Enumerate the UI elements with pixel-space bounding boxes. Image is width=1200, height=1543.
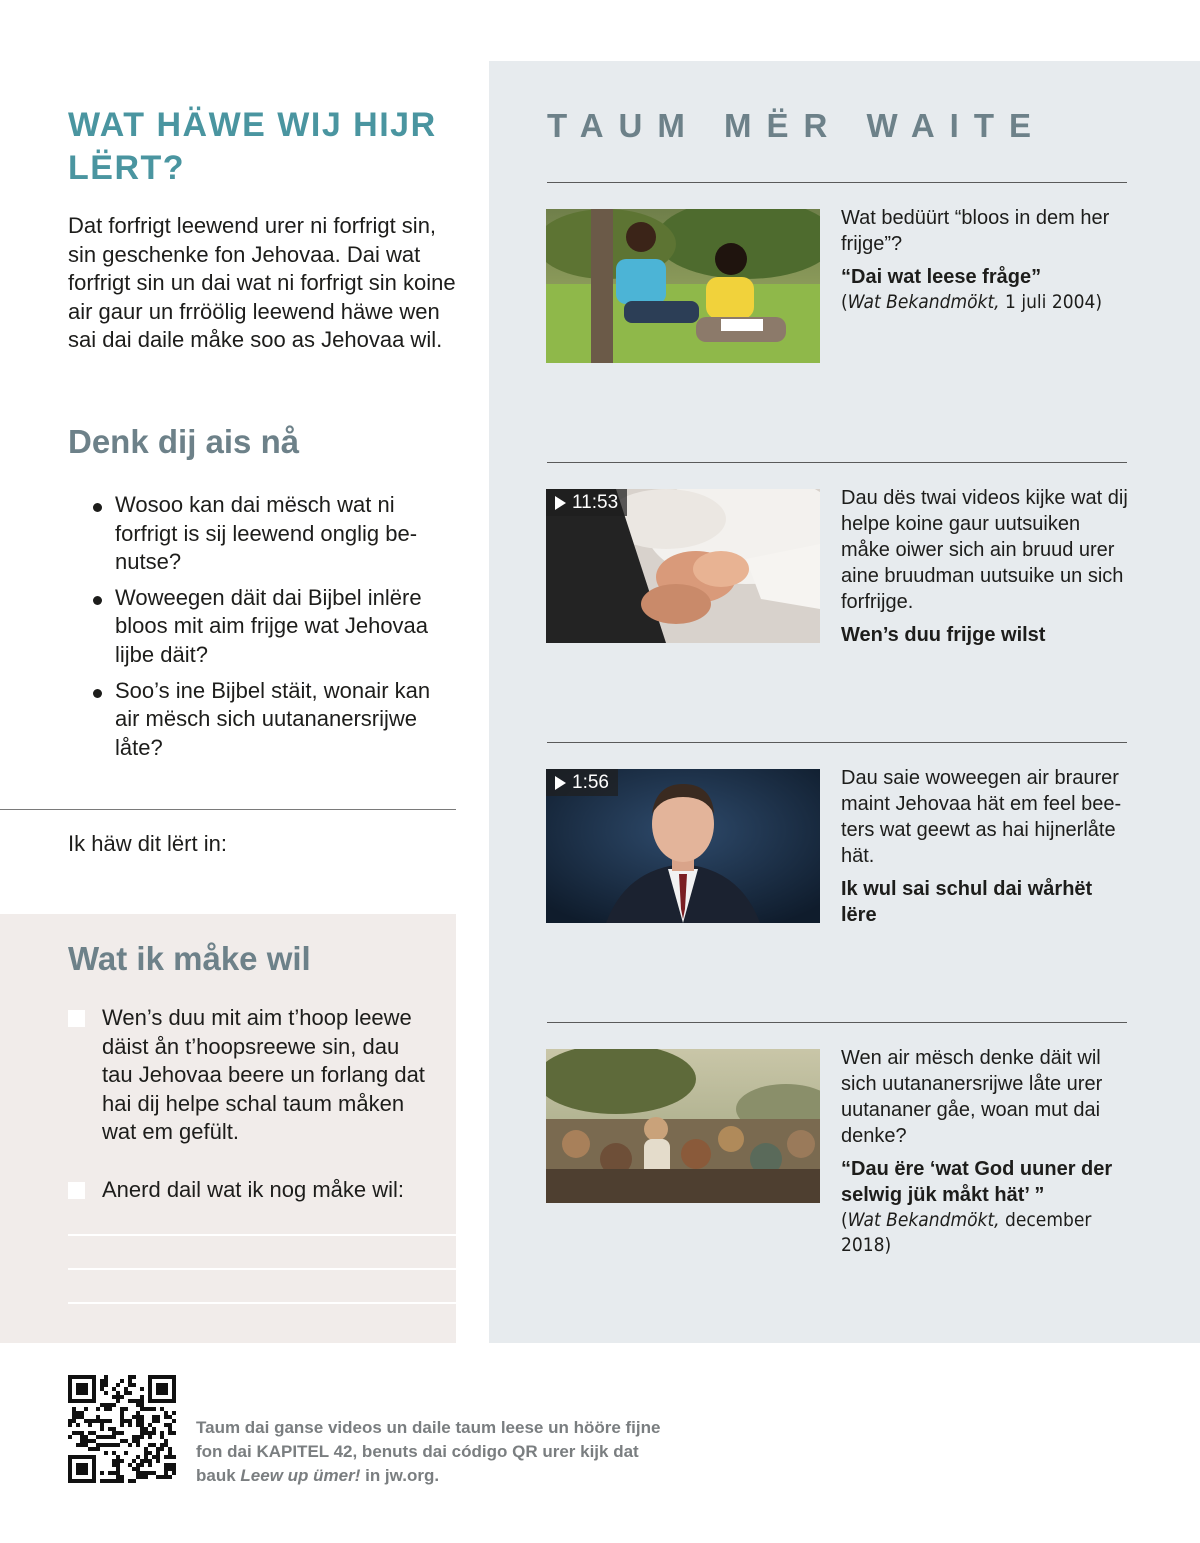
resource-description: Wen air mësch denke däit wil sich uutananersrijwe låte urer uutananer gåe, woan mut dai denke? [841,1047,1103,1147]
write-line [68,1302,456,1304]
learned-label: Ik häw dit lërt in: [68,831,227,856]
bullet-icon [93,503,102,512]
qr-code-icon[interactable] [68,1375,176,1483]
review-question: Soo’s ine Bijbel stäit, wonair kan air mësch sich uutananersrijwe låte? [90,677,460,763]
goal-item: Anerd dail wat ik nog måke wil: [68,1176,428,1205]
review-questions [90,491,460,769]
resource-text [841,485,1131,648]
man-portrait-image[interactable] [546,769,820,923]
play-icon [555,776,566,790]
divider [547,462,1127,463]
resource-description: Dau dës twai videos kijke wat dij helpe koine gaur uutsuiken måke oiwer sich ain bruud urer aine bruudman uutsuike un sich forfrijge. [841,487,1128,613]
review-question: Wosoo kan dai mësch wat ni forfrigt is sij leewend onglig be-nutse? [90,491,460,577]
video-duration-badge: 1:56 [546,769,618,796]
review-heading: Denk dij ais nå [68,423,300,460]
write-line [68,1268,456,1270]
resource-text [841,205,1131,315]
resource-description: Wat bedüürt “bloos in dem her frijge”? [841,207,1110,255]
bullet-icon [93,596,102,605]
resource-link[interactable]: “Dai wat leese fråge” [841,266,1042,288]
resource-text [841,1045,1131,1258]
video-duration-badge: 11:53 [546,489,627,516]
couple-studying-bible-image[interactable] [546,209,820,363]
divider [547,742,1127,743]
divider [547,1022,1127,1023]
play-icon [555,496,566,510]
write-line [68,1234,456,1236]
goal-checkbox[interactable] [68,1182,85,1199]
bullet-icon [93,689,102,698]
wedding-hands-image[interactable] [546,489,820,643]
goals-heading: Wat ik måke wil [68,940,311,977]
goal-item: Wen’s duu mit aim t’hoop leewe däist ån t’hoopsreewe sin, dau tau Jehovaa beere un forlang dat hai dij helpe schal taum måken wat em gefült. [68,1004,428,1147]
resource-source: (Wat Bekandmökt, 1 juli 2004) [841,291,1102,313]
goal-checkbox[interactable] [68,1010,85,1027]
summary-text: Dat forfrigt leewend urer ni forfrigt sin, sin geschenke fon Jehovaa. Dai wat forfrigt sin un dai wat ni forfrigt sin koine air gaur un frröölig leewend häwe wen sai dai daile måke soo as Jehovaa wil. [68,213,456,353]
book-title: Leew up ümer! [240,1466,361,1485]
resource-link[interactable]: “Dau ëre ‘wat God uuner der selwig jük måkt hät’ ” [841,1158,1113,1206]
footer-note: Taum dai ganse videos un daile taum leese un hööre fijne fon dai KAPITEL 42, benuts dai código QR urer kijk dat bauk Leew up ümer! in jw.org. [196,1418,661,1485]
resource-text [841,765,1131,928]
resource-source: (Wat Bekandmökt, december 2018) [841,1209,1092,1256]
divider [547,182,1127,183]
divider [0,809,456,810]
jesus-teaching-crowd-image[interactable] [546,1049,820,1203]
review-question: Woweegen däit dai Bijbel inlëre bloos mit aim frijge wat Jehovaa lijbe däit? [90,584,460,670]
resource-link[interactable]: Ik wul sai schul dai wårhët lëre [841,878,1093,926]
resource-description: Dau saie woweegen air braurer maint Jehovaa hät em feel bee-ters wat geewt as hai hijnerlåte hät. [841,767,1122,867]
further-reading-title: TAUM MËR WAITE [547,107,1047,144]
summary-title: WAT HÄWE WIJ HIJR LËRT? [68,106,437,187]
resource-link[interactable]: Wen’s duu frijge wilst [841,624,1046,646]
